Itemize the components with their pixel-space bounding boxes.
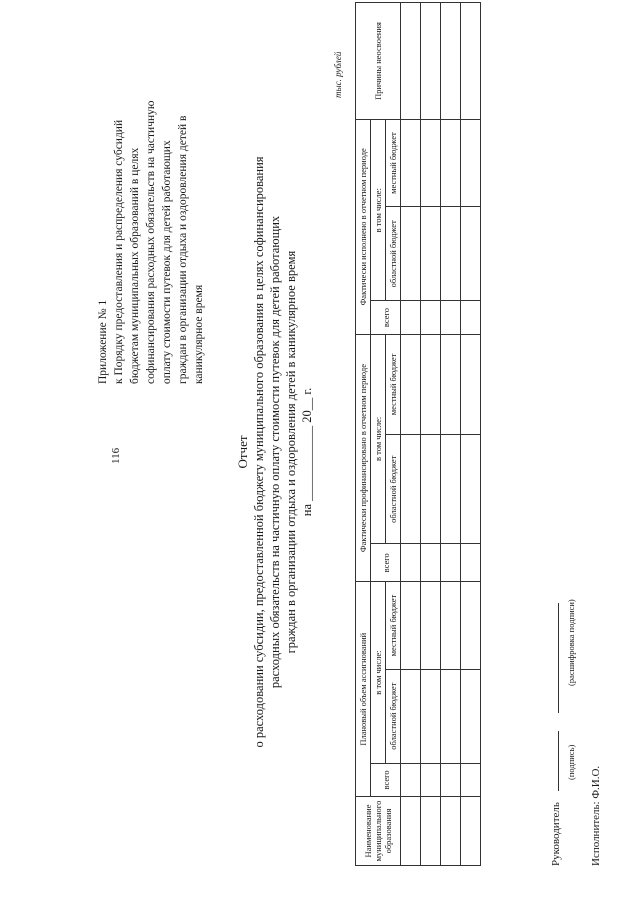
- regional-header: областной бюджет: [386, 207, 401, 301]
- table-cell: [421, 120, 441, 207]
- table-cell: [421, 582, 441, 669]
- date-blank: ____________: [300, 425, 314, 501]
- table-cell: [421, 763, 441, 796]
- table-cell: [461, 334, 481, 435]
- date-year: 20__ г.: [300, 387, 314, 423]
- appendix-line: Приложение № 1: [97, 299, 109, 384]
- table-cell: [421, 669, 441, 763]
- table-cell: [461, 207, 481, 301]
- total-header: всего: [371, 544, 401, 582]
- signature-blank: [548, 731, 559, 791]
- table-cell: [461, 3, 481, 120]
- table-cell: [441, 3, 461, 120]
- decoding-caption: (расшифровка подписи): [566, 599, 576, 686]
- table-cell: [421, 435, 441, 544]
- report-date: [299, 0, 315, 904]
- table-cell: [401, 301, 421, 334]
- date-prefix: на: [300, 503, 314, 517]
- appendix-line: оплату стоимости путевок для детей работающих: [161, 140, 173, 384]
- signature-caption: (подпись): [566, 744, 576, 780]
- table-cell: [461, 120, 481, 207]
- table-cell: [441, 207, 461, 301]
- table-cell: [401, 582, 421, 669]
- table-cell: [401, 120, 421, 207]
- table-cell: [461, 669, 481, 763]
- table-cell: [441, 763, 461, 796]
- table-cell: [421, 301, 441, 334]
- total-header: всего: [371, 763, 401, 796]
- table-body: [401, 3, 481, 866]
- table-cell: [461, 797, 481, 866]
- local-header: местный бюджет: [386, 120, 401, 207]
- report-title-line: граждан в организации отдыха и оздоровления детей в каникулярное время: [284, 250, 298, 654]
- units-label: тыс. рублей: [333, 51, 343, 98]
- table-cell: [461, 582, 481, 669]
- group-executed-header: Фактически исполнено в отчетном периоде: [356, 120, 371, 335]
- including-header: в том числе:: [371, 334, 386, 544]
- table-cell: [421, 334, 441, 435]
- table-cell: [401, 544, 421, 582]
- table-cell: [401, 334, 421, 435]
- report-heading: Отчет: [235, 435, 250, 469]
- report-title-line: расходных обязательств на частичную оплату стоимости путевок для детей работающих: [268, 215, 282, 689]
- table-cell: [401, 3, 421, 120]
- table-cell: [421, 3, 441, 120]
- appendix-block: [95, 24, 207, 384]
- table-cell: [401, 435, 421, 544]
- table-cell: [401, 797, 421, 866]
- table-cell: [461, 301, 481, 334]
- table-cell: [421, 544, 441, 582]
- decoding-blank: [548, 603, 559, 713]
- table-cell: [441, 435, 461, 544]
- appendix-line: к Порядку предоставления и распределения субсидий: [113, 119, 125, 384]
- report-title: [235, 0, 315, 904]
- table-row: [461, 3, 481, 866]
- regional-header: областной бюджет: [386, 669, 401, 763]
- including-header: в том числе:: [371, 120, 386, 301]
- col-name-header: Наименование муниципального образования: [356, 797, 401, 866]
- appendix-line: софинансирования расходных обязательств на частичную: [145, 100, 157, 384]
- table-cell: [441, 120, 461, 207]
- table-cell: [461, 435, 481, 544]
- local-header: местный бюджет: [386, 582, 401, 669]
- group-financed-header: Фактически профинансировано в отчетном периоде: [356, 334, 371, 582]
- table-cell: [401, 763, 421, 796]
- table-cell: [441, 669, 461, 763]
- total-header: всего: [371, 301, 401, 334]
- col-reasons-header: Причины неосвоения: [356, 3, 401, 120]
- table-cell: [441, 301, 461, 334]
- head-label: Руководитель: [550, 802, 562, 866]
- table-row: [441, 3, 461, 866]
- table-row: [401, 3, 421, 866]
- table-cell: [441, 544, 461, 582]
- table-cell: [441, 334, 461, 435]
- regional-header: областной бюджет: [386, 435, 401, 544]
- table-cell: [441, 582, 461, 669]
- including-header: в том числе:: [371, 582, 386, 763]
- local-header: местный бюджет: [386, 334, 401, 435]
- table-cell: [441, 797, 461, 866]
- head-signature-line: [548, 595, 562, 866]
- group-planned-header: Плановый объем ассигнований: [356, 582, 371, 797]
- table-cell: [461, 763, 481, 796]
- table-cell: [421, 797, 441, 866]
- appendix-line: бюджетам муниципальных образований в целях: [129, 147, 141, 384]
- report-table: [355, 2, 481, 866]
- table-cell: [461, 544, 481, 582]
- appendix-line: граждан в организации отдыха и оздоровления детей в: [177, 115, 189, 384]
- table-cell: [401, 669, 421, 763]
- page-number: 116: [110, 447, 122, 464]
- table-cell: [401, 207, 421, 301]
- appendix-line: каникулярное время: [193, 284, 205, 384]
- table-cell: [421, 207, 441, 301]
- table-row: [421, 3, 441, 866]
- report-title-line: о расходовании субсидии, предоставленной бюджету муниципального образования в целях софинансирования: [252, 156, 266, 748]
- executor-line: Исполнитель: Ф.И.О.: [590, 765, 602, 866]
